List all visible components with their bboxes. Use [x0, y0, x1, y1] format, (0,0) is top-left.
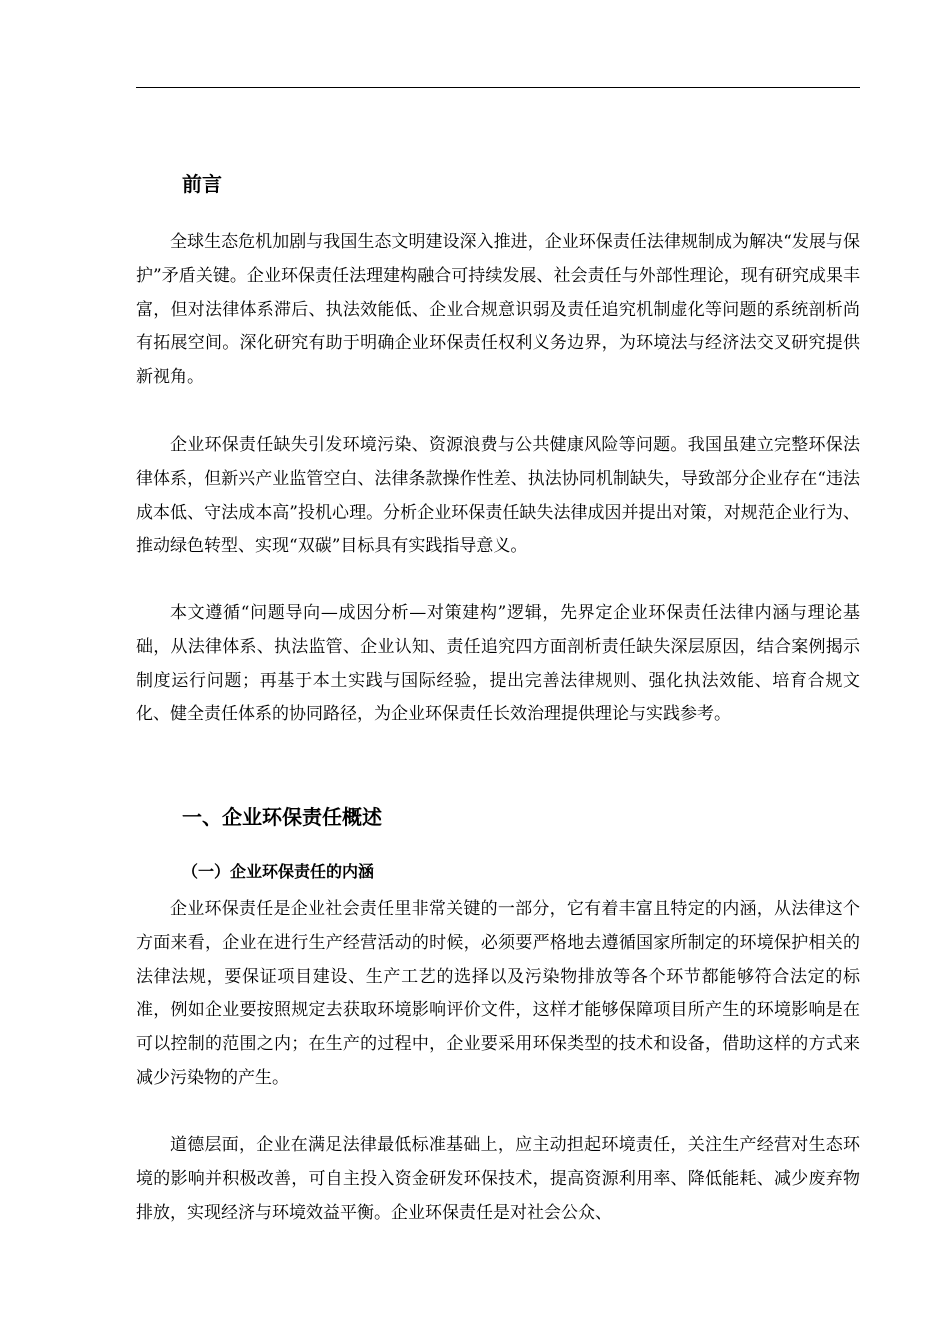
preface-section-2 — [136, 429, 860, 564]
preface-section — [136, 226, 860, 395]
preface-paragraph-3: 本文遵循“问题导向—成因分析—对策建构”逻辑，先界定企业环保责任法律内涵与理论基础，从法律体系、执法监管、企业认知、责任追究四方面剖析责任缺失深层原因，结合案例揭示制度运行问题；再基于本土实践与国际经验，提出完善法律规则、强化执法效能、培育合规文化、健全责任体系的协同路径，为企业环保责任长效治理提供理论与实践参考。 — [136, 603, 860, 725]
subsection-paragraph-2: 道德层面，企业在满足法律最低标准基础上，应主动担起环境责任，关注生产经营对生态环境的影响并积极改善，可自主投入资金研发环保技术，提高资源利用率、降低能耗、减少废弃物排放，实现经济与环境效益平衡。企业环保责任是对社会公众、 — [136, 1135, 860, 1223]
preface-paragraph-2: 企业环保责任缺失引发环境污染、资源浪费与公共健康风险等问题。我国虽建立完整环保法律体系，但新兴产业监管空白、法律条款操作性差、执法协同机制缺失，导致部分企业存在“违法成本低、守法成本高”投机心理。分析企业环保责任缺失法律成因并提出对策，对规范企业行为、推动绿色转型、实现“双碳”目标具有实践指导意义。 — [136, 435, 860, 557]
subsection-1-heading: （一）企业环保责任的内涵 — [182, 862, 375, 881]
subsection-1-body — [136, 893, 860, 1096]
section-1-heading: 一、企业环保责任概述 — [182, 805, 382, 829]
subsection-1-body-2 — [136, 1129, 860, 1230]
preface-paragraph-1: 全球生态危机加剧与我国生态文明建设深入推进，企业环保责任法律规制成为解决“发展与保护”矛盾关键。企业环保责任法理建构融合可持续发展、社会责任与外部性理论，现有研究成果丰富，但对法律体系滞后、执法效能低、企业合规意识弱及责任追究机制虚化等问题的系统剖析尚有拓展空间。深化研究有助于明确企业环保责任权利义务边界，为环境法与经济法交叉研究提供新视角。 — [136, 232, 860, 388]
subsection-paragraph-1: 企业环保责任是企业社会责任里非常关键的一部分，它有着丰富且特定的内涵，从法律这个方面来看，企业在进行生产经营活动的时候，必须要严格地去遵循国家所制定的环境保护相关的法律法规，要保证项目建设、生产工艺的选择以及污染物排放等各个环节都能够符合法定的标准，例如企业要按照规定去获取环境影响评价文件，这样才能够保障项目所产生的环境影响是在可以控制的范围之内；在生产的过程中，企业要采用环保类型的技术和设备，借助这样的方式来减少污染物的产生。 — [136, 899, 860, 1088]
preface-heading: 前言 — [182, 172, 222, 196]
header-rule — [136, 87, 860, 88]
preface-section-3 — [136, 597, 860, 732]
